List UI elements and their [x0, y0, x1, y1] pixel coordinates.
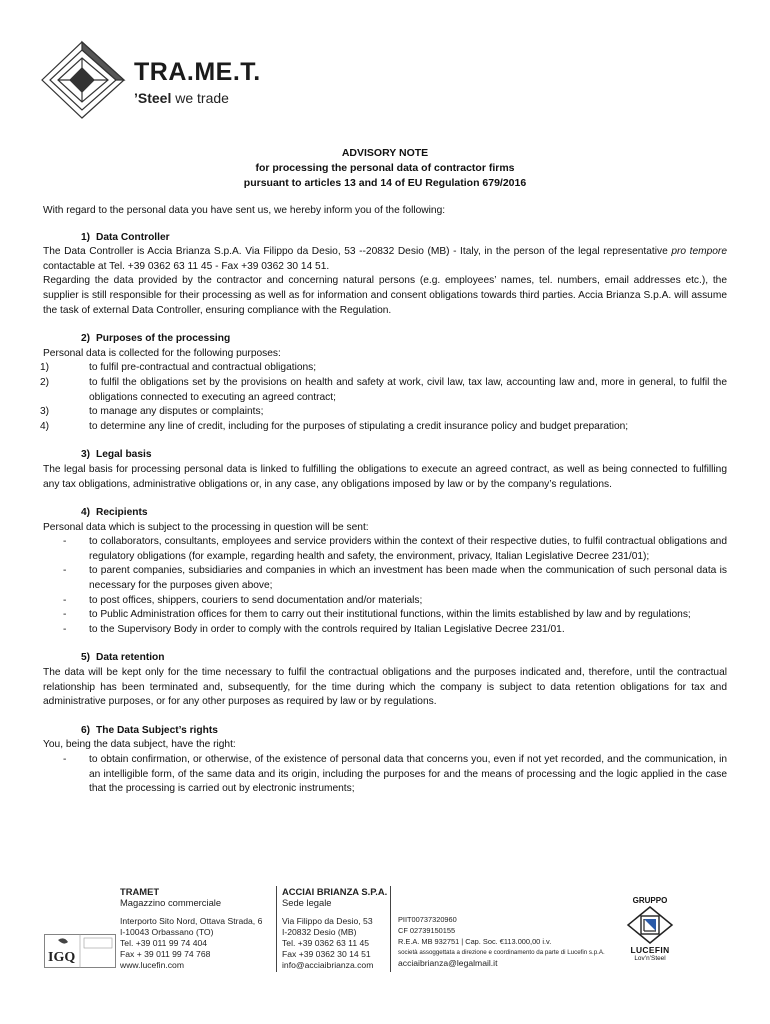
section-heading-data-controller: 1) Data Controller: [80, 231, 170, 243]
list-item: - to collaborators, consultants, employees and service providers within the context of their respective duties, to fulfil contractual obligations and regulatory obligations (for example, regarding health and safety, the environment, privacy, Italian Legislative Decree 231/01);: [63, 536, 727, 562]
list-item: - to post offices, shippers, couriers to send documentation and/or materials;: [63, 594, 423, 606]
section-heading-purposes: 2) Purposes of the processing: [80, 333, 231, 345]
title-line-1: ADVISORY NOTE: [341, 147, 429, 159]
footer-email-link[interactable]: info@acciaibrianza.com: [282, 960, 374, 970]
igq-certification-logo: IGQ: [44, 934, 116, 968]
section-heading-data-subject-rights: 6) The Data Subject’s rights: [80, 724, 218, 736]
legal-basis-paragraph: The legal basis for processing personal data is linked to fulfilling the obligations to execute an agreed contract, as well as being connected to fulfilling any tax obligations, administrative obligations or, in any case, any obligations imposed by law or by the company’s regulations.: [43, 463, 727, 490]
purposes-list: [40, 361, 727, 434]
footer-website-link[interactable]: www.lucefin.com: [120, 960, 184, 970]
data-controller-paragraph-1: The Data Controller is Accia Brianza S.p.A. Via Filippo da Desio, 53 --20832 Desio (MB) - Italy, in the person of the legal representative pro tempore contactable at Tel. +39 0362 63 11 45 - Fax +39 0362 30 14 51.: [43, 246, 727, 272]
data-controller-paragraph-2: Regarding the data provided by the contractor and concerning natural persons (e.g. employees’ names, tel. numbers, email addresses etc.), the supplier is still responsible for their processing as well as for information and consent obligations towards third parties. Accia Brianza S.p.A. will assume the task of external Data Controller, ensuring compliance with the Regulation.: [43, 275, 727, 316]
brand-tagline: ’Steel we trade: [134, 90, 229, 106]
brand-name: TRA.ME.T.: [134, 58, 261, 86]
list-item: - to obtain confirmation, or otherwise, of the existence of personal data that concerns you, even if not yet recorded, and the communication, in an intelligible form, of the same data and its origin, including the purposes for and the means of processing and the logic applied in the case that the processing is carried out by electronic instruments;: [63, 754, 727, 795]
footer-tramet-column: TRAMET Magazzino commerciale Interporto Sito Nord, Ottava Strada, 6 I-10043 Orbassano (TO) Tel. +39 011 99 74 404 Fax + 39 011 99 74 768 www.lucefin.com: [120, 886, 263, 970]
section-heading-data-retention: 5) Data retention: [80, 652, 165, 664]
list-item: - to parent companies, subsidiaries and companies in which an investment has been made when the communication of such personal data is necessary for the purposes given above;: [63, 565, 727, 592]
lucefin-mark-icon: [624, 905, 676, 945]
list-item: 4) to determine any line of credit, including for the purposes of stipulating a credit insurance policy and budget preparation;: [40, 420, 629, 432]
title-line-3: pursuant to articles 13 and 14 of EU Regulation 679/2016: [243, 177, 527, 189]
footer-company-info-column: PIIT00737320960 CF 02739150155 R.E.A. MB 932751 | Cap. Soc. €113.000,00 i.v. società assoggettata a direzione e coordinamento da parte di Lucefin s.p.A. acciaibrianza@legalmail.it: [398, 915, 605, 968]
list-item: - to Public Administration offices for them to carry out their institutional functions, within the limits established by law and by regulations;: [63, 609, 691, 621]
gruppo-lucefin-logo: GRUPPO LUCEFIN Lov’n’Steel: [624, 896, 676, 976]
footer-divider: [276, 886, 277, 972]
list-item: 1) to fulfil pre-contractual and contractual obligations;: [40, 362, 317, 374]
footer-divider: [390, 886, 391, 972]
footer-pec-email-link[interactable]: acciaibrianza@legalmail.it: [398, 958, 498, 968]
list-item: - to the Supervisory Body in order to comply with the controls required by Italian Legislative Decree 231/01.: [63, 623, 565, 635]
footer-acciai-column: ACCIAI BRIANZA S.P.A. Sede legale Via Filippo da Desio, 53 I-20832 Desio (MB) Tel. +39 0362 63 11 45 Fax +39 0362 30 14 51 info@acciaibrianza.com: [282, 886, 388, 970]
document-title: [0, 146, 770, 191]
recipients-intro: Personal data which is subject to the processing in question will be sent:: [43, 521, 369, 533]
section-heading-recipients: 4) Recipients: [80, 507, 148, 519]
list-item: 3) to manage any disputes or complaints;: [40, 406, 264, 418]
document-body: [40, 204, 727, 797]
data-retention-paragraph: The data will be kept only for the time necessary to fulfil the contractual obligations and the purposes indicated and, therefore, until the contractual relationship has been terminated and, subsequently, for the time during which the company is subject to data retention obligations for tax and administrative purposes, or for any other purposes as required by law or by regulations.: [43, 667, 727, 708]
purposes-intro: Personal data is collected for the following purposes:: [43, 347, 281, 359]
rights-intro: You, being the data subject, have the right:: [43, 739, 236, 751]
recipients-list: [43, 535, 727, 637]
title-line-2: for processing the personal data of contractor firms: [255, 162, 515, 174]
intro-paragraph: With regard to the personal data you have sent us, we hereby inform you of the following:: [43, 205, 446, 216]
rights-list: [43, 753, 727, 797]
list-item: 2) to fulfil the obligations set by the provisions on health and safety at work, civil law, tax law, accounting law and, more in general, to fulfil the obligations connected to executing an agreed contract;: [40, 376, 727, 403]
section-heading-legal-basis: 3) Legal basis: [80, 449, 152, 461]
